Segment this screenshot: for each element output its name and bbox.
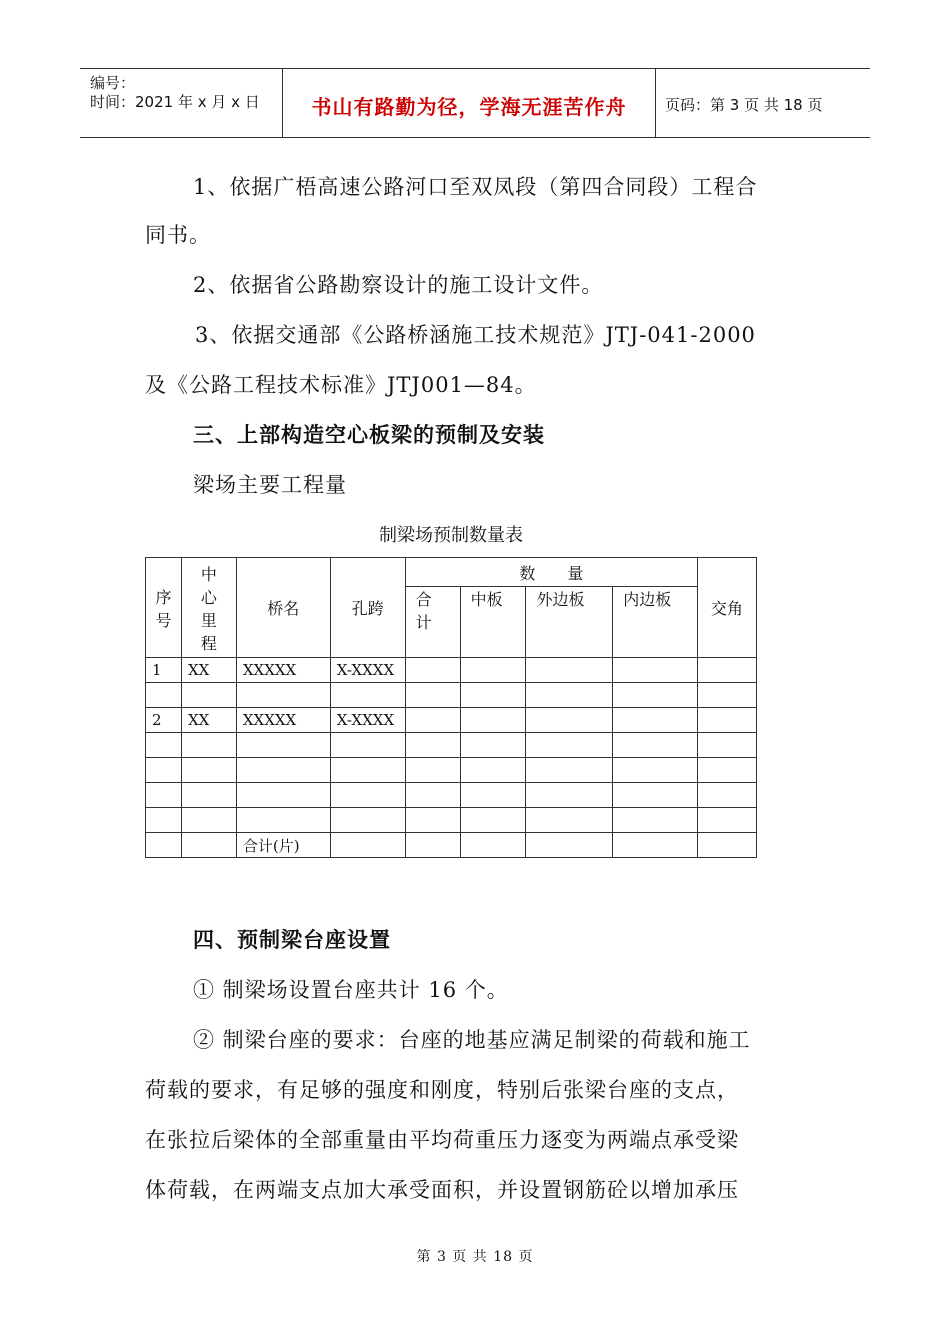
table-cell [330, 758, 405, 783]
table-cell [146, 808, 182, 833]
list-item-2: ② 制梁台座的要求：台座的地基应满足制梁的荷载和施工 [193, 1028, 751, 1052]
table-cell [405, 808, 460, 833]
table-cell [330, 808, 405, 833]
table-cell [613, 683, 698, 708]
table-cell [181, 683, 236, 708]
table-cell [236, 808, 330, 833]
header-total-text: 合 计 [415, 590, 432, 632]
table-cell [698, 733, 757, 758]
table-cell [330, 783, 405, 808]
table-cell [330, 733, 405, 758]
table-cell [613, 833, 698, 858]
table-cell: 2 [146, 708, 182, 733]
table-row [146, 833, 757, 858]
table-cell [405, 658, 460, 683]
table-cell [698, 708, 757, 733]
table-cell [526, 683, 613, 708]
table-cell [460, 708, 526, 733]
header-page-number: 页码：第 3 页 共 18 页 [665, 96, 823, 114]
table-cell [330, 833, 405, 858]
page-header [80, 68, 870, 138]
table-cell [236, 733, 330, 758]
section-heading-3: 三、上部构造空心板梁的预制及安装 [193, 423, 545, 447]
table-header-row [146, 558, 757, 587]
header-center-mileage [181, 558, 236, 658]
table-cell [526, 733, 613, 758]
table-cell [526, 708, 613, 733]
table-cell [181, 808, 236, 833]
header-inner-slab: 内边板 [613, 587, 698, 658]
table-cell: 合计(片) [236, 833, 330, 858]
document-date-label: 时间：2021 年 x 月 x 日 [90, 93, 260, 111]
header-center-text: 中 心 里 程 [200, 564, 217, 653]
table-cell [405, 783, 460, 808]
table-cell: XX [181, 708, 236, 733]
table-cell [236, 758, 330, 783]
table-cell [698, 658, 757, 683]
header-quantity: 数 量 [405, 558, 697, 587]
list-item-2-cont-2: 在张拉后梁体的全部重量由平均荷重压力逐变为两端点承受梁 [145, 1128, 739, 1152]
table-cell [613, 733, 698, 758]
table-cell [330, 683, 405, 708]
header-motto: 书山有路勤为径，学海无涯苦作舟 [311, 95, 627, 119]
table-cell [526, 833, 613, 858]
quantity-table [145, 557, 757, 858]
paragraph-basis-1-cont: 同书。 [145, 223, 211, 247]
table-cell [181, 733, 236, 758]
table-cell [236, 783, 330, 808]
header-span: 孔跨 [330, 558, 405, 658]
paragraph-basis-1: 1、依据广梧高速公路河口至双凤段（第四合同段）工程合 [193, 175, 758, 199]
list-item-1: ① 制梁场设置台座共计 16 个。 [193, 978, 509, 1002]
table-row [146, 708, 757, 733]
table-row [146, 658, 757, 683]
table-cell [460, 758, 526, 783]
paragraph-basis-2: 2、依据省公路勘察设计的施工设计文件。 [193, 273, 604, 297]
list-item-2-cont-3: 体荷载，在两端支点加大承受面积，并设置钢筋砼以增加承压 [145, 1178, 739, 1202]
table-cell [460, 808, 526, 833]
table-cell [698, 683, 757, 708]
table-row [146, 758, 757, 783]
table-cell [405, 833, 460, 858]
table-cell [460, 783, 526, 808]
header-seq [146, 558, 182, 658]
table-cell [526, 783, 613, 808]
header-angle: 交角 [698, 558, 757, 658]
page-footer: 第 3 页 共 18 页 [416, 1249, 534, 1265]
table-cell: XXXXX [236, 708, 330, 733]
table-cell [181, 833, 236, 858]
list-item-2-cont-1: 荷载的要求，有足够的强度和刚度，特别后张梁台座的支点， [145, 1078, 739, 1102]
table-row [146, 808, 757, 833]
table-cell [236, 683, 330, 708]
table-cell [146, 683, 182, 708]
table-cell [460, 683, 526, 708]
table-cell [405, 683, 460, 708]
table-cell [405, 758, 460, 783]
header-motto-cell [282, 69, 656, 137]
table-caption: 制梁场预制数量表 [379, 525, 523, 546]
table-cell [698, 783, 757, 808]
table-cell [526, 658, 613, 683]
table-cell [181, 758, 236, 783]
table-cell [146, 733, 182, 758]
table-body [146, 658, 757, 858]
table-cell [460, 833, 526, 858]
header-seq-text: 序 号 [155, 587, 172, 630]
table-cell [613, 808, 698, 833]
table-cell [146, 833, 182, 858]
header-total [405, 587, 460, 658]
table-cell [613, 783, 698, 808]
table-cell [460, 658, 526, 683]
header-meta-cell [80, 69, 282, 137]
table-cell [698, 808, 757, 833]
paragraph-basis-3-cont: 及《公路工程技术标准》JTJ001—84。 [145, 373, 537, 397]
section-heading-4: 四、预制梁台座设置 [193, 928, 391, 952]
header-middle-slab: 中板 [460, 587, 526, 658]
table-cell [698, 758, 757, 783]
table-cell [146, 758, 182, 783]
header-bridge-name: 桥名 [236, 558, 330, 658]
table-row [146, 683, 757, 708]
header-page-cell [655, 69, 870, 137]
table-row [146, 733, 757, 758]
document-number-label: 编号： [90, 74, 136, 92]
table-cell [405, 708, 460, 733]
table-cell [526, 758, 613, 783]
table-row [146, 783, 757, 808]
table-cell [146, 783, 182, 808]
header-outer-slab: 外边板 [526, 587, 613, 658]
subsection-label: 梁场主要工程量 [193, 473, 347, 497]
table-cell [613, 758, 698, 783]
table-cell [613, 658, 698, 683]
table-cell [613, 708, 698, 733]
table-cell: X-XXXX [330, 658, 405, 683]
table-cell [698, 833, 757, 858]
table-cell [460, 733, 526, 758]
table-cell [181, 783, 236, 808]
paragraph-basis-3: 3、依据交通部《公路桥涵施工技术规范》JTJ-041-2000 [195, 323, 756, 347]
table-cell: XXXXX [236, 658, 330, 683]
table-cell: X-XXXX [330, 708, 405, 733]
table-cell [405, 733, 460, 758]
table-cell: 1 [146, 658, 182, 683]
table-cell [526, 808, 613, 833]
table-cell: XX [181, 658, 236, 683]
